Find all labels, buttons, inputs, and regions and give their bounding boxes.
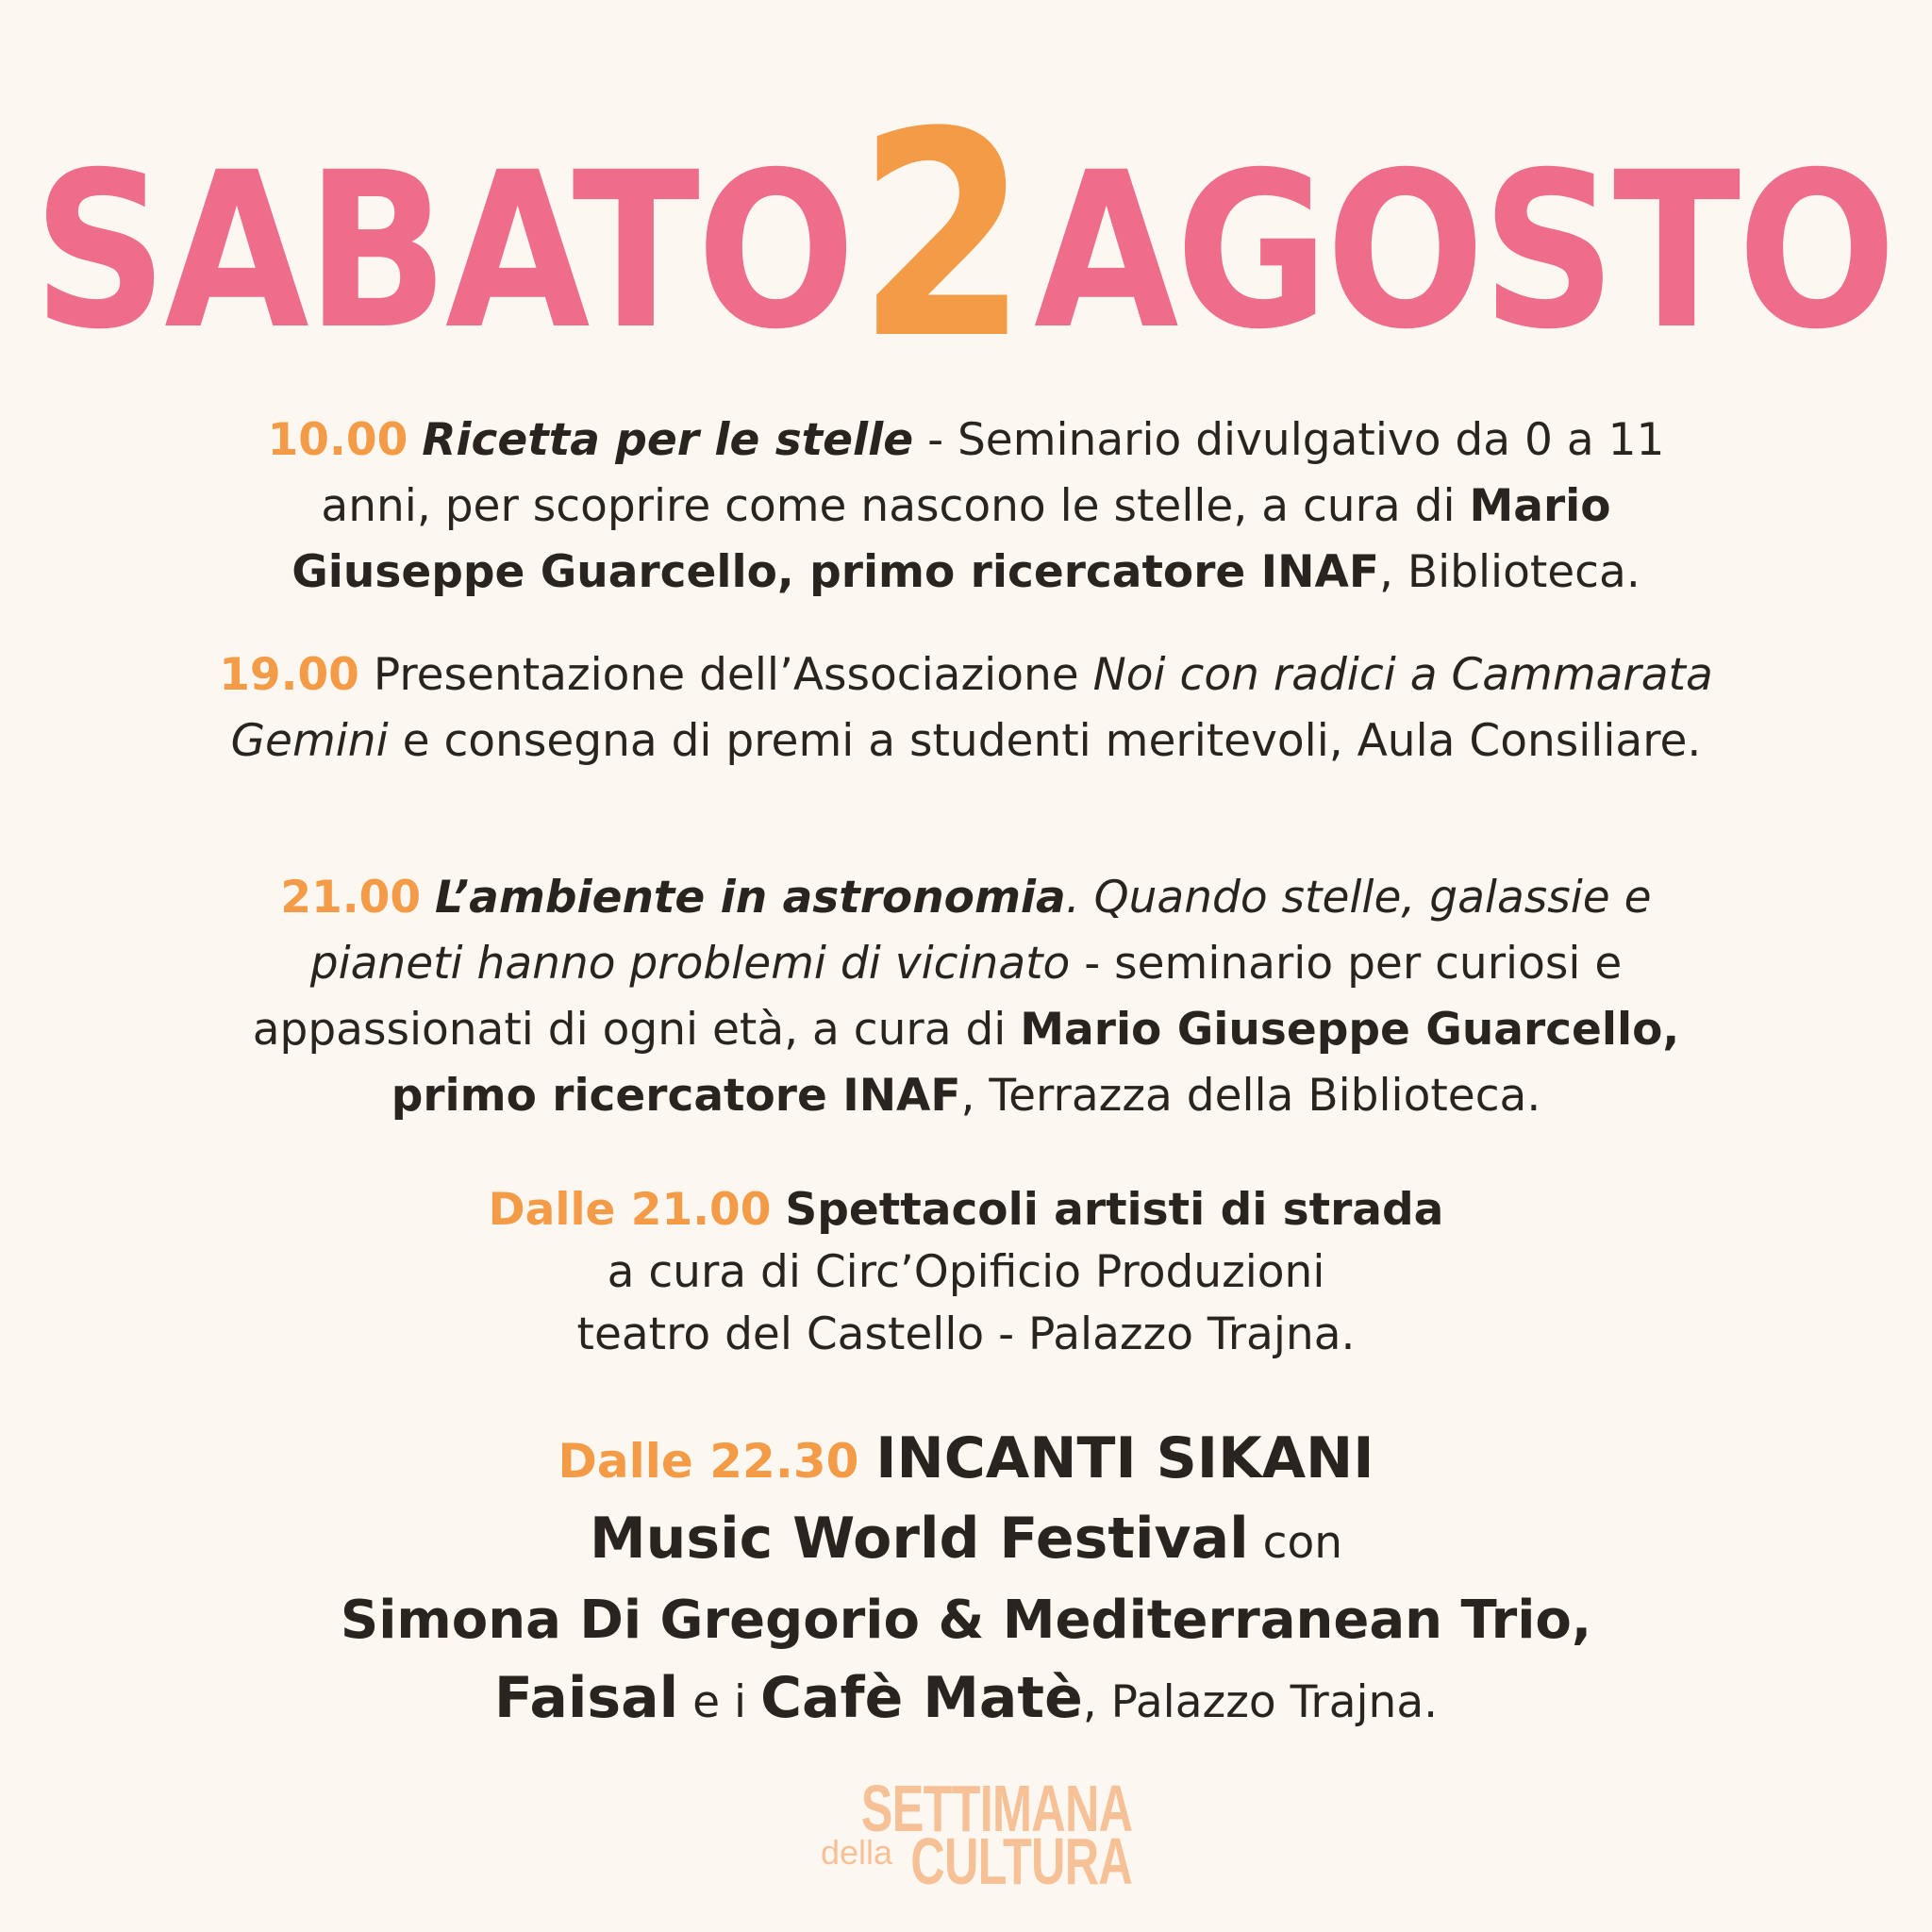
event-artists-line: [211, 1659, 1721, 1741]
logo-word-bottom: CULTURA: [910, 1824, 1132, 1898]
event-description: - Seminario divulgativo da 0 a 11 anni, per scoprire come nascono le stelle, a cura di: [321, 414, 1665, 532]
event-5: [211, 1420, 1721, 1741]
event-and: e i: [678, 1676, 760, 1728]
event-heading: [211, 1420, 1721, 1500]
event-4: [211, 1179, 1721, 1366]
event-venue: , Palazzo Trajna.: [1082, 1676, 1439, 1728]
event-title: Ricetta per le stelle: [422, 414, 914, 466]
event-1: [211, 408, 1721, 606]
header-number: 2: [857, 72, 1029, 401]
event-artist-2: Faisal: [493, 1665, 679, 1731]
event-time: 21.00: [280, 872, 422, 924]
event-2: [211, 642, 1721, 774]
logo-word-small: della: [821, 1833, 893, 1872]
event-artist-3: Cafè Matè: [759, 1665, 1083, 1731]
header-day: SABATO: [32, 125, 853, 376]
event-venue: , Biblioteca.: [1378, 546, 1641, 598]
event-venue: , Terrazza della Biblioteca.: [960, 1070, 1541, 1122]
event-speaker: Mario Giuseppe Guarcello, primo ricercatore INAF: [391, 1004, 1680, 1122]
event-venue: teatro del Castello - Palazzo Trajna.: [576, 1308, 1356, 1360]
event-time: 10.00: [267, 414, 408, 466]
poster-header: [0, 72, 1932, 401]
event-title: INCANTI SIKANI: [875, 1425, 1374, 1491]
logo-word-top: SETTIMANA: [860, 1772, 1132, 1845]
event-subtitle: . Quando stelle, galassie e pianeti hanno problemi di vicinato: [309, 872, 1652, 990]
event-title: L’ambiente in astronomia: [435, 872, 1066, 924]
event-artist-1: Simona Di Gregorio & Mediterranean Trio,: [340, 1590, 1592, 1651]
event-time: Dalle 21.00: [488, 1184, 772, 1236]
event-association: Noi con radici a Cammarata Gemini: [230, 649, 1713, 767]
event-subheading: [211, 1500, 1721, 1582]
event-3: [211, 865, 1721, 1129]
event-heading: [211, 1179, 1721, 1241]
event-venue: e consegna di premi a studenti meritevoli, Aula Consiliare.: [388, 715, 1702, 767]
event-time: Dalle 22.30: [558, 1434, 859, 1489]
event-con: con: [1248, 1517, 1343, 1569]
event-description: Presentazione dell’Associazione: [358, 649, 1093, 701]
header-month: AGOSTO: [1034, 125, 1894, 376]
event-description: - seminario per curiosi e appassionati di ogni età, a cura di: [252, 938, 1623, 1056]
event-title: Spettacoli artisti di strada: [785, 1184, 1444, 1236]
settimana-cultura-logo: [821, 1772, 1132, 1898]
event-time: 19.00: [219, 649, 359, 701]
event-title-2: Music World Festival: [589, 1506, 1249, 1572]
event-speaker: Mario Giuseppe Guarcello, primo ricercatore INAF: [291, 480, 1611, 598]
event-organizer: a cura di Circ’Opificio Produzioni: [607, 1246, 1325, 1298]
